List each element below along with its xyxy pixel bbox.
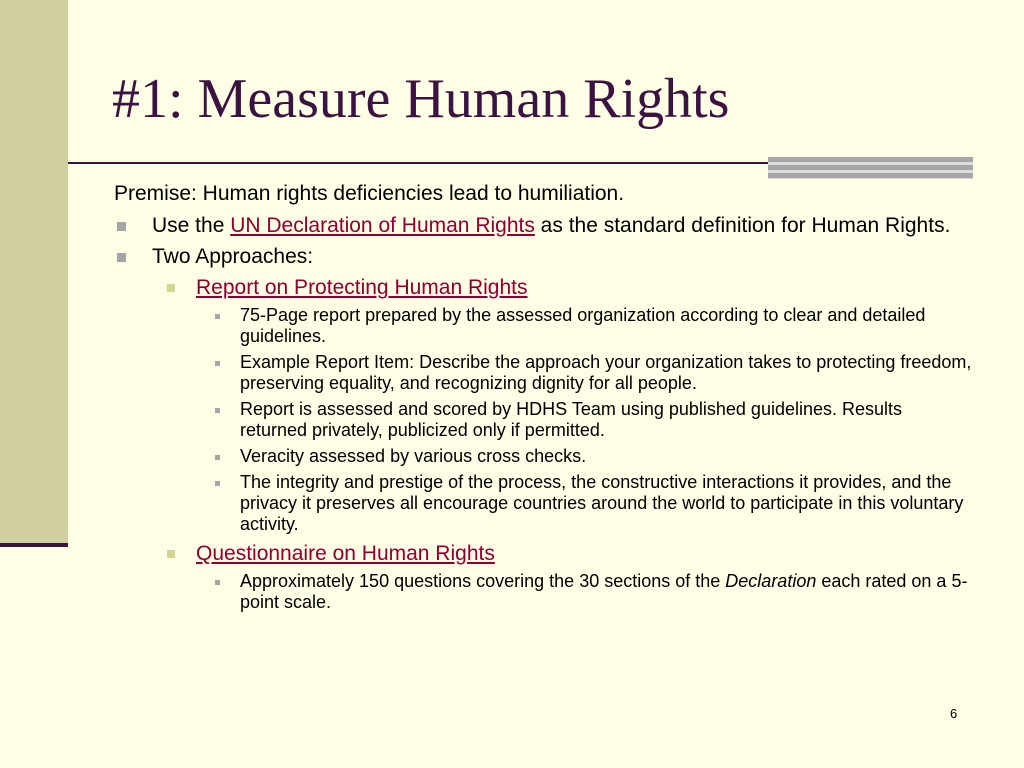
slide-title: #1: Measure Human Rights (112, 68, 730, 130)
square-bullet-icon (215, 580, 220, 585)
bullet-text-before: Use the (152, 214, 231, 237)
square-bullet-icon (167, 284, 175, 292)
bullet-two-approaches (114, 245, 994, 269)
square-bullet-icon (215, 455, 220, 460)
square-bullet-icon (215, 408, 220, 413)
title-divider (68, 162, 768, 164)
bullet-text: Two Approaches: (152, 245, 314, 268)
approach-report (114, 276, 994, 300)
left-band-rule (0, 543, 68, 547)
report-item-text: The integrity and prestige of the process, the constructive interactions it provides, and the privacy it preserves all encourage countries around the world to participate in this voluntary activity. (240, 472, 964, 534)
slide-body (114, 178, 994, 613)
bullet-use-declaration (114, 214, 994, 238)
square-bullet-icon (215, 314, 220, 319)
report-item-text: Veracity assessed by various cross checks. (240, 446, 587, 466)
questionnaire-item (114, 571, 994, 613)
left-decorative-band (0, 0, 68, 546)
square-bullet-icon (117, 253, 126, 262)
square-bullet-icon (215, 361, 220, 366)
report-item-text: Example Report Item: Describe the approach your organization takes to protecting freedom, preserving equality, and recognizing dignity for all people. (240, 352, 972, 393)
square-bullet-icon (215, 481, 220, 486)
accent-stripe-bar (768, 157, 973, 179)
page-number: 6 (950, 706, 958, 721)
report-link[interactable]: Report on Protecting Human Rights (196, 276, 528, 299)
square-bullet-icon (117, 222, 126, 231)
declaration-italic: Declaration (725, 571, 817, 591)
report-item (114, 446, 994, 467)
square-bullet-icon (167, 550, 175, 558)
report-item (114, 472, 994, 535)
report-item-text: Report is assessed and scored by HDHS Team using published guidelines. Results returned privately, publicized only if permitted. (240, 399, 903, 440)
report-item (114, 305, 994, 347)
report-item (114, 399, 994, 441)
un-declaration-link[interactable]: UN Declaration of Human Rights (230, 214, 535, 237)
questionnaire-text-before: Approximately 150 questions covering the 30 sections of the (240, 571, 726, 591)
report-item (114, 352, 994, 394)
report-item-text: 75-Page report prepared by the assessed organization according to clear and detailed guidelines. (240, 305, 926, 346)
approach-questionnaire (114, 542, 994, 566)
bullet-text-after: as the standard definition for Human Rights. (534, 214, 951, 237)
questionnaire-link[interactable]: Questionnaire on Human Rights (196, 542, 495, 565)
premise-text: Premise: Human rights deficiencies lead to humiliation. (114, 182, 625, 205)
questionnaire-text-after: each rated on a 5-point scale. (240, 571, 968, 612)
